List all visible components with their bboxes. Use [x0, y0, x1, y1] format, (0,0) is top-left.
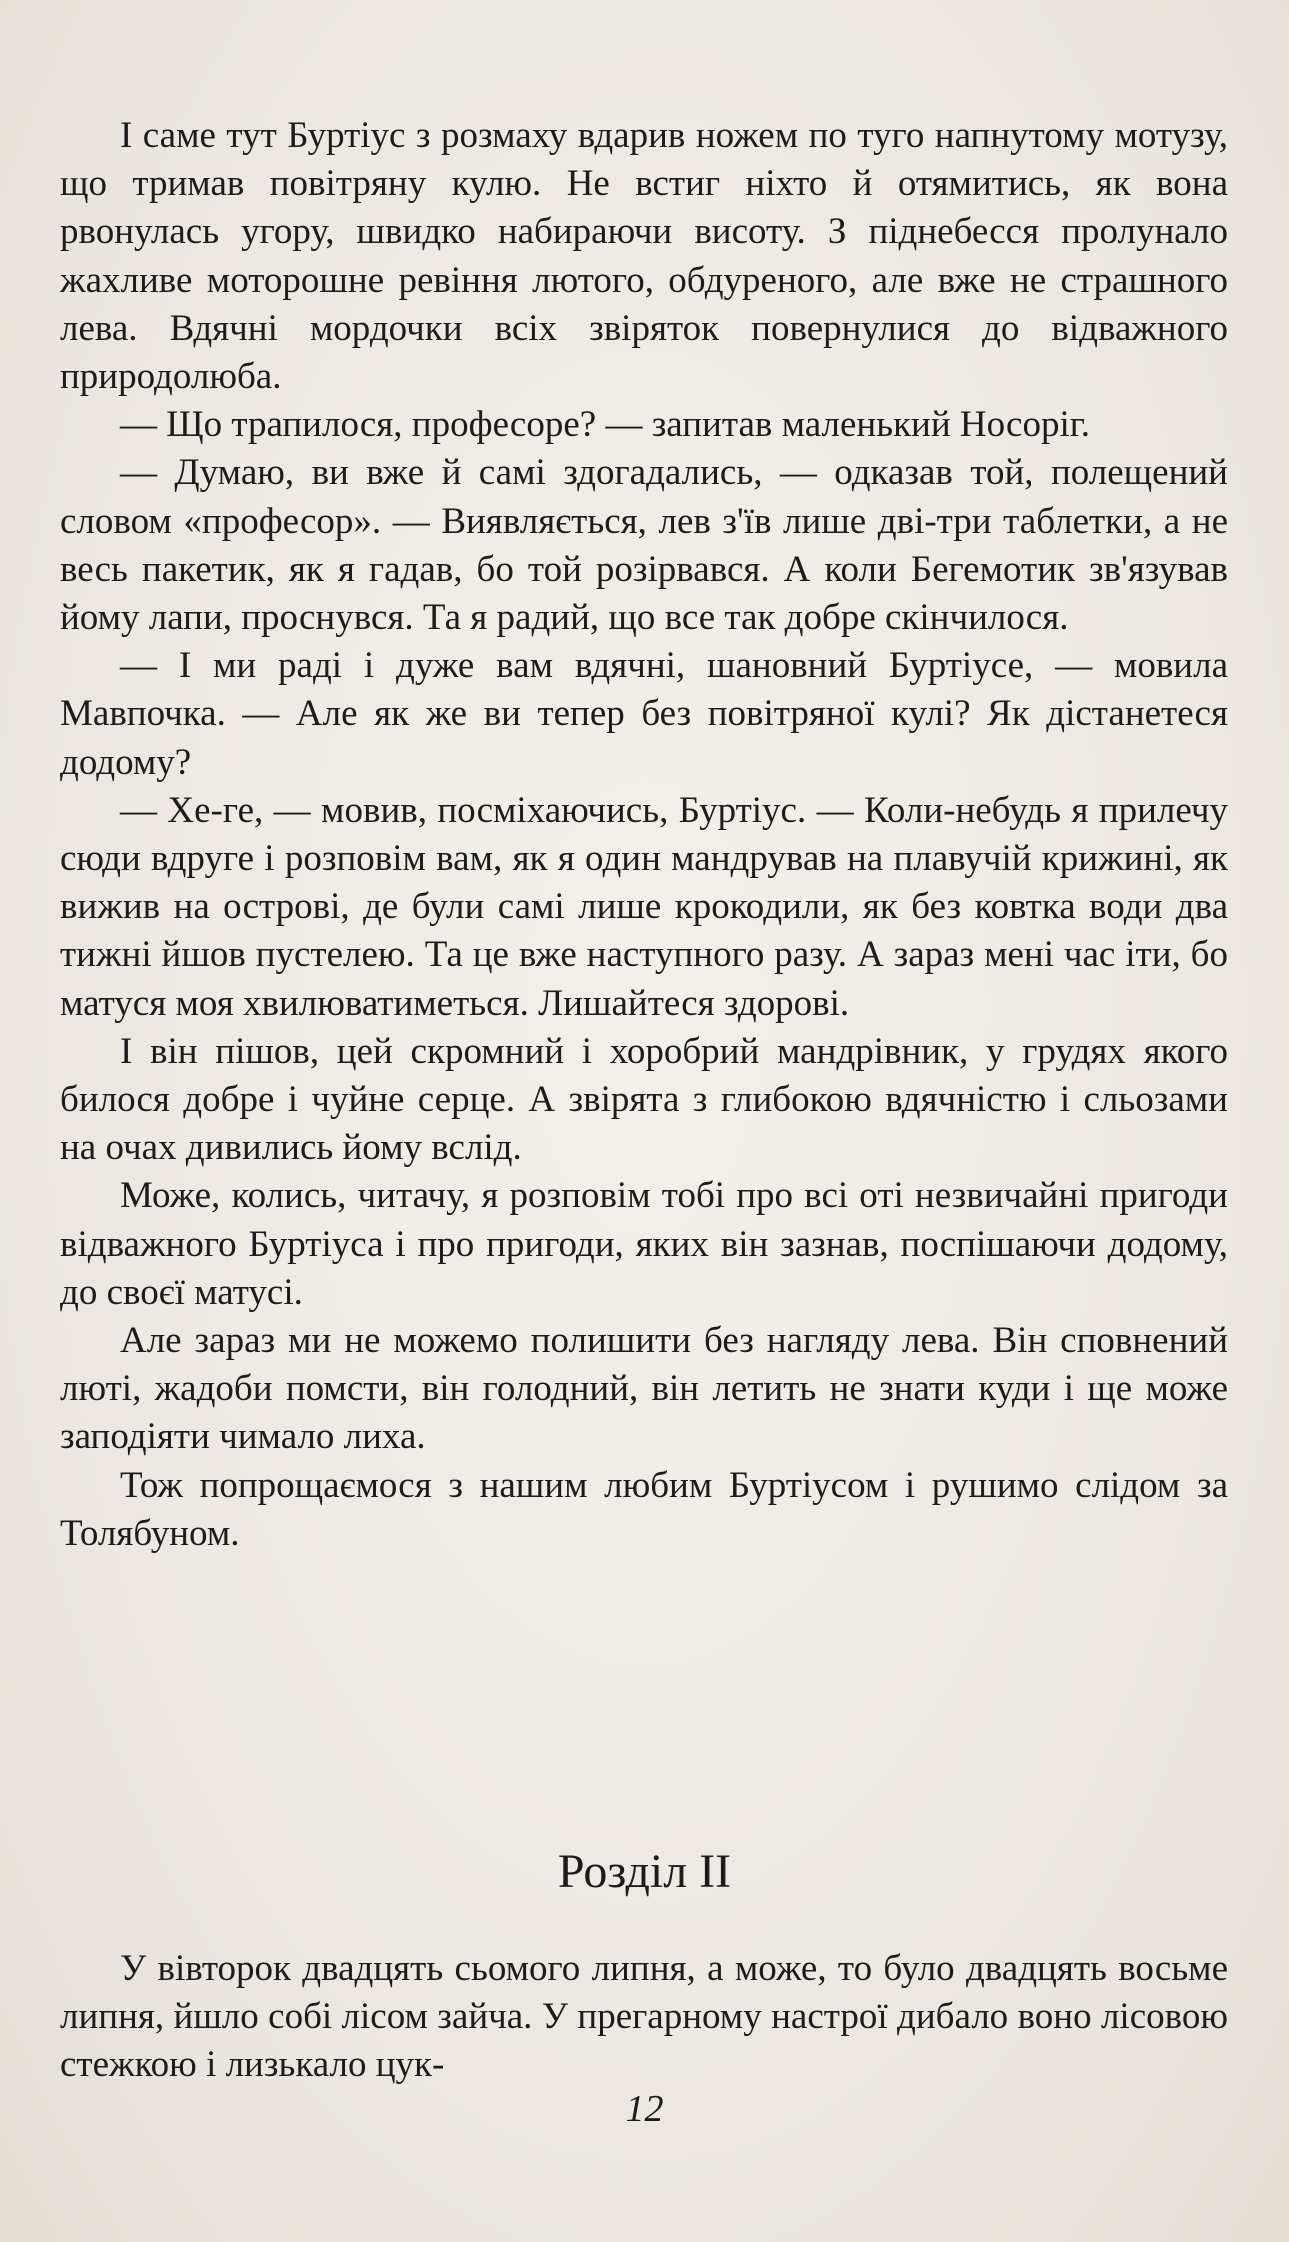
paragraph: Але зараз ми не можемо полишити без нагляду лева. Він сповнений люті, жадоби помсти, він голодний, він летить не знати куди і ще може заподіяти чимало лиха. [60, 1320, 1228, 1458]
paragraph: — І ми раді і дуже вам вдячні, шановний Буртіусе, — мовила Мавпочка. — Але як же ви тепер без повітряної кулі? Як дістанетеся додому? [60, 645, 1228, 783]
chapter-text [60, 1945, 1228, 2090]
main-text [60, 112, 1228, 1558]
paragraph: Тож попрощаємося з нашим любим Буртіусом і рушимо слідом за Толябуном. [60, 1464, 1228, 1554]
paragraph: — Хе-ге, — мовив, посміхаючись, Буртіус. — Коли-небудь я прилечу сюди вдруге і розповім вам, як я один мандрував на плавучій крижині, як вижив на острові, де були самі лише крокодили, як без ковтка води два тижні йшов пустелею. Та це вже наступного разу. А зараз мені час іти, бо матуся моя хвилюватиметься. Лишайтеся здорові. [60, 789, 1228, 1024]
paragraph: — Думаю, ви вже й самі здогадались, — одказав той, полещений словом «професор». — Виявляється, лев з'їв лише дві-три таблетки, а не весь пакетик, як я гадав, бо той розірвався. А коли Бегемотик зв'язував йому лапи, проснувся. Та я радий, що все так добре скінчилося. [60, 452, 1228, 639]
page-number: 12 [625, 2088, 664, 2130]
paragraph: Може, колись, читачу, я розповім тобі про всі оті незвичайні пригоди відважного Буртіуса і про пригоди, яких він зазнав, поспішаючи додому, до своєї матусі. [60, 1175, 1228, 1313]
chapter-title: Розділ II [557, 1845, 732, 1898]
paragraph: І він пішов, цей скромний і хоробрий мандрівник, у грудях якого билося добре і чуйне серце. А звірята з глибокою вдячністю і сльозами на очах дивились йому вслід. [60, 1030, 1228, 1169]
paragraph: І саме тут Буртіус з розмаху вдарив ножем по туго напнутому мотузу, що тримав повітряну кулю. Не встиг ніхто й отямитись, як вона рвонулась угору, швидко набираючи висоту. З піднебесся пролунало жахливе моторошне ревіння лютого, обдуреного, але вже не страшного лева. Вдячні мордочки всіх звіряток повернулися до відважного природолюба. [60, 115, 1228, 398]
paragraph: У вівторок двадцять сьомого липня, а може, то було двадцять восьме липня, йшло собі лісом зайча. У прегарному настрої дибало воно лісовою стежкою і лизькало цук- [60, 1948, 1228, 2086]
paragraph: — Що трапилося, професоре? — запитав маленький Носоріг. [120, 404, 1091, 446]
